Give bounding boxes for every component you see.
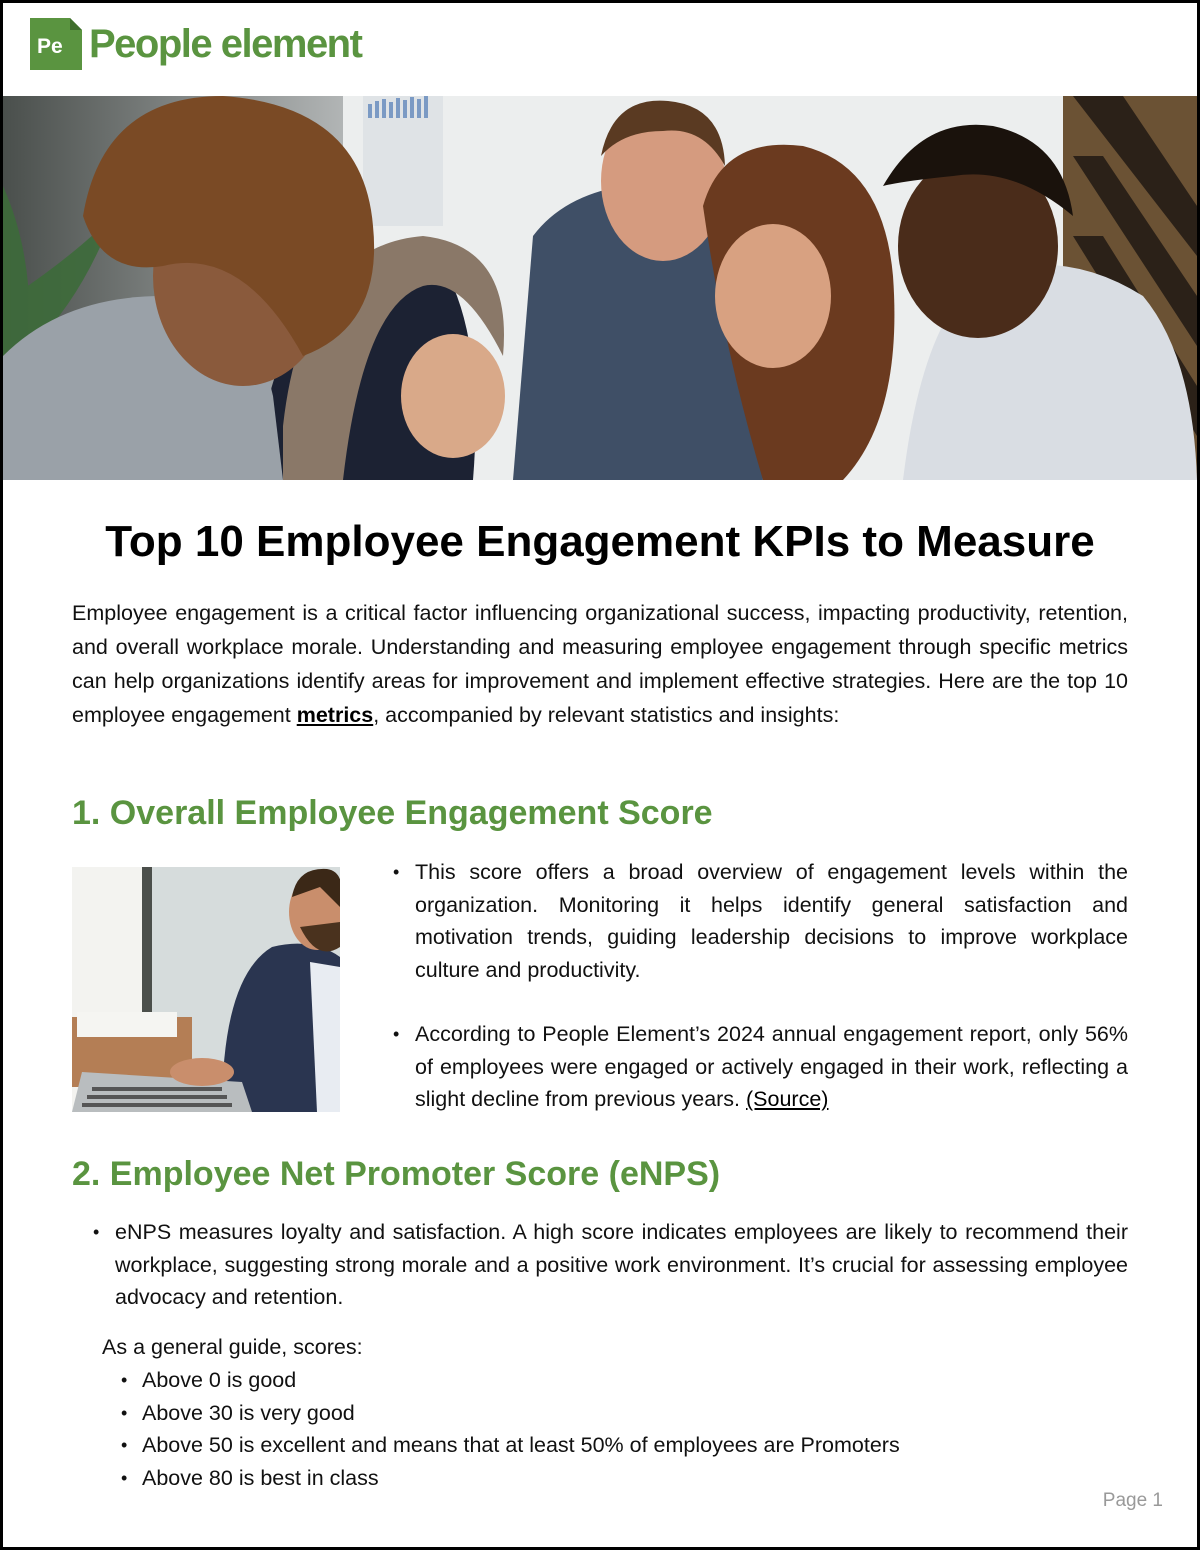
intro-paragraph bbox=[72, 596, 1128, 732]
logo-mark-text: Pe bbox=[37, 35, 63, 58]
page-header bbox=[3, 3, 1197, 96]
section-1-bullet-2-text: According to People Element’s 2024 annual engagement report, only 56% of employees were engaged or actively engaged in their work, reflecting a slight decline from previous years. bbox=[415, 1022, 1128, 1111]
enps-guide-list bbox=[117, 1364, 1017, 1494]
enps-guide-intro: As a general guide, scores: bbox=[102, 1335, 363, 1359]
brand-name: People element bbox=[89, 22, 362, 66]
intro-text-before: Employee engagement is a critical factor influencing organizational success, impacting productivity, retention, and overall workplace morale. Understanding and measuring employee engagement through specific metrics can help organizations identify areas for improvement and implement effective strategies. Here are the top 10 employee engagement bbox=[72, 601, 1128, 727]
list-item: • Above 80 is best in class bbox=[117, 1462, 1017, 1495]
section-1-heading: 1. Overall Employee Engagement Score bbox=[72, 794, 713, 832]
section-1-photo bbox=[72, 867, 340, 1112]
list-item bbox=[89, 1216, 1128, 1314]
brand-logo-icon bbox=[30, 18, 82, 70]
page-title: Top 10 Employee Engagement KPIs to Measure bbox=[105, 517, 1095, 566]
section-1-illustration bbox=[72, 867, 340, 1112]
section-2-heading: 2. Employee Net Promoter Score (eNPS) bbox=[72, 1155, 721, 1193]
list-item: • Above 0 is good bbox=[117, 1364, 1017, 1397]
hero-image bbox=[3, 96, 1197, 480]
list-item bbox=[389, 856, 1128, 986]
metrics-link[interactable]: metrics bbox=[296, 703, 374, 727]
list-item bbox=[389, 1018, 1128, 1116]
list-item: • Above 30 is very good bbox=[117, 1397, 1017, 1430]
section-1-bullets bbox=[389, 856, 1128, 1116]
section-2-bullet-text: eNPS measures loyalty and satisfaction. A high score indicates employees are likely to recommend their workplace, suggesting strong morale and a positive work environment. It’s crucial for assessing employee advocacy and retention. bbox=[115, 1220, 1128, 1309]
page-number: Page 1 bbox=[1102, 1490, 1163, 1511]
source-link[interactable]: (Source) bbox=[746, 1087, 829, 1111]
list-item: • Above 50 is excellent and means that at least 50% of employees are Promoters bbox=[117, 1429, 1017, 1462]
intro-text-after: , accompanied by relevant statistics and insights: bbox=[373, 703, 840, 727]
section-1-bullet-1-text: This score offers a broad overview of engagement levels within the organization. Monitoring it helps identify general satisfaction and motivation trends, guiding leadership decisions to improve workplace culture and productivity. bbox=[415, 860, 1128, 982]
section-2-bullets bbox=[89, 1216, 1128, 1314]
hero-illustration bbox=[3, 96, 1197, 480]
